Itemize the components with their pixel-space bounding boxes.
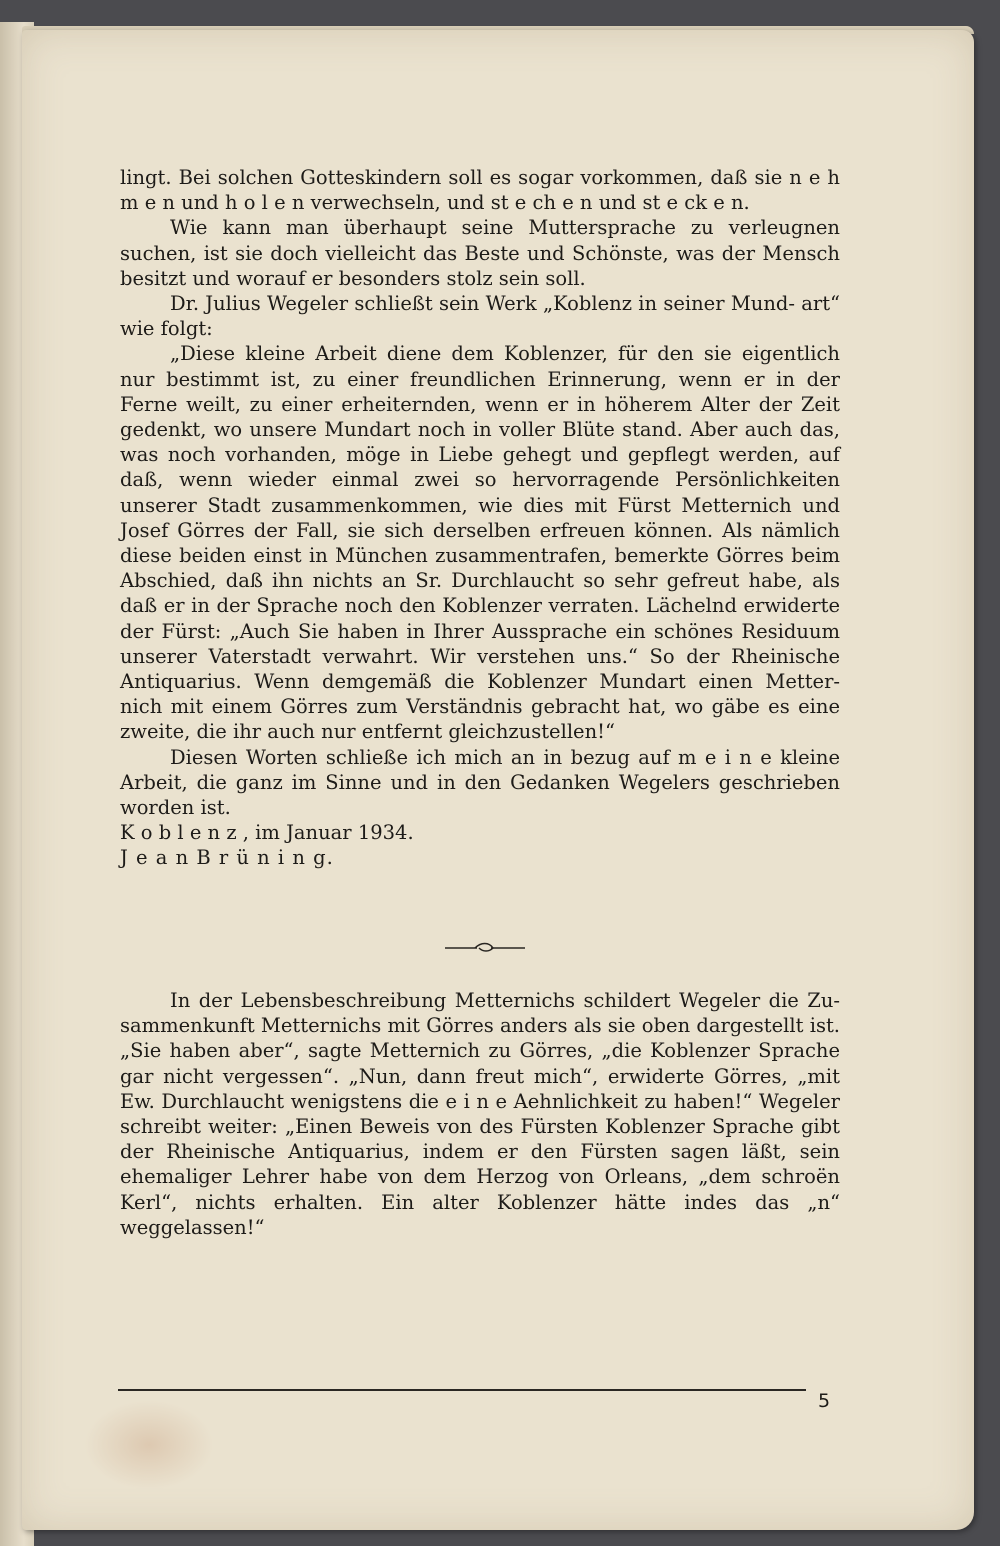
quote-paragraph: „Diese kleine Arbeit diene dem Koblenzer, für den sie eigentlich nur bestimmt ist, zu einer freundlichen Erinnerung, wenn er in der Ferne weilt, zu einer erheiternden, wenn er in höherem Alter der Zeit gedenkt, wo unsere Mundart noch in voller Blüte stand. Aber auch das, was noch vorhanden, möge in Liebe gehegt und gepflegt werden, auf daß, wenn wieder einmal zwei so hervorragende Persönlichkeiten unserer Stadt zusammenkommen, wie dies mit Fürst Metternich und Josef Görres der Fall, sie sich derselben erfreuen können. Als nämlich diese beiden einst in München zusammentrafen, bemerkte Görres beim Abschied, daß ihn nichts an Sr. Durchlaucht so sehr gefreut habe, als daß er in der Sprache noch den Koblenzer verraten. Lächelnd erwiderte der Fürst: „Auch Sie haben in Ihrer Aussprache ein schönes Residuum unserer Vaterstadt verwahrt. Wir verstehen uns.“ So der Rheinische Antiquarius. Wenn demgemäß die Koblenzer Mundart einen Metter- nich mit einem Görres zum Verständnis gebracht hat, wo gäbe es eine zweite, die ihr auch nur entfernt gleichzustellen!“ [120,342,840,744]
footnote-paragraph: In der Lebensbeschreibung Metternichs schildert Wegeler die Zu- sammenkunft Metternichs mit Görres anders als sie oben dargestellt ist. „Sie haben aber“, sagte Metternich zu Görres, „die Koblenzer Sprache gar nicht vergessen“. „Nun, dann freut mich“, erwiderte Görres, „mit Ew. Durchlaucht wenigstens die e i n e Aehnlichkeit zu haben!“ Wegeler schreibt weiter: „Einen Beweis von des Fürsten Koblenzer Sprache gibt der Rheinische Antiquarius, indem er den Fürsten sagen läßt, sein ehemaliger Lehrer habe von dem Herzog von Orleans, „dem schroën Kerl“, nichts erhalten. Ein alter Koblenzer hätte indes das „n“ weggelassen!“ [120,989,840,1239]
paragraph-1: lingt. Bei solchen Gotteskindern soll es sogar vorkommen, daß sie n e h m e n und h o l e n verwechseln, und st e ch e n und st e ck e n. [120,166,840,215]
paragraph-3: Dr. Julius Wegeler schließt sein Werk „Koblenz in seiner Mund- art“ wie folgt: [120,292,840,341]
footer-rule [118,1389,806,1391]
paragraph-5: Diesen Worten schließe ich mich an in bezug auf m e i n e kleine Arbeit, die ganz im Sinne und in den Gedanken Wegelers geschrieben worden ist. [120,745,840,820]
main-text [120,165,840,871]
ornament-divider [445,940,525,954]
paragraph-2: Wie kann man überhaupt seine Muttersprache zu verleugnen suchen, ist sie doch vielleicht das Beste und Schönste, was der Mensch besitzt und worauf er besonders stolz sein soll. [120,216,840,290]
paper-stain [84,1400,214,1490]
author-signature: J e a n B r ü n i n g. [120,846,334,870]
place-date: K o b l e n z , im Januar 1934. [120,821,414,845]
page-number: 5 [818,1390,831,1412]
footnote-text [120,988,840,1240]
